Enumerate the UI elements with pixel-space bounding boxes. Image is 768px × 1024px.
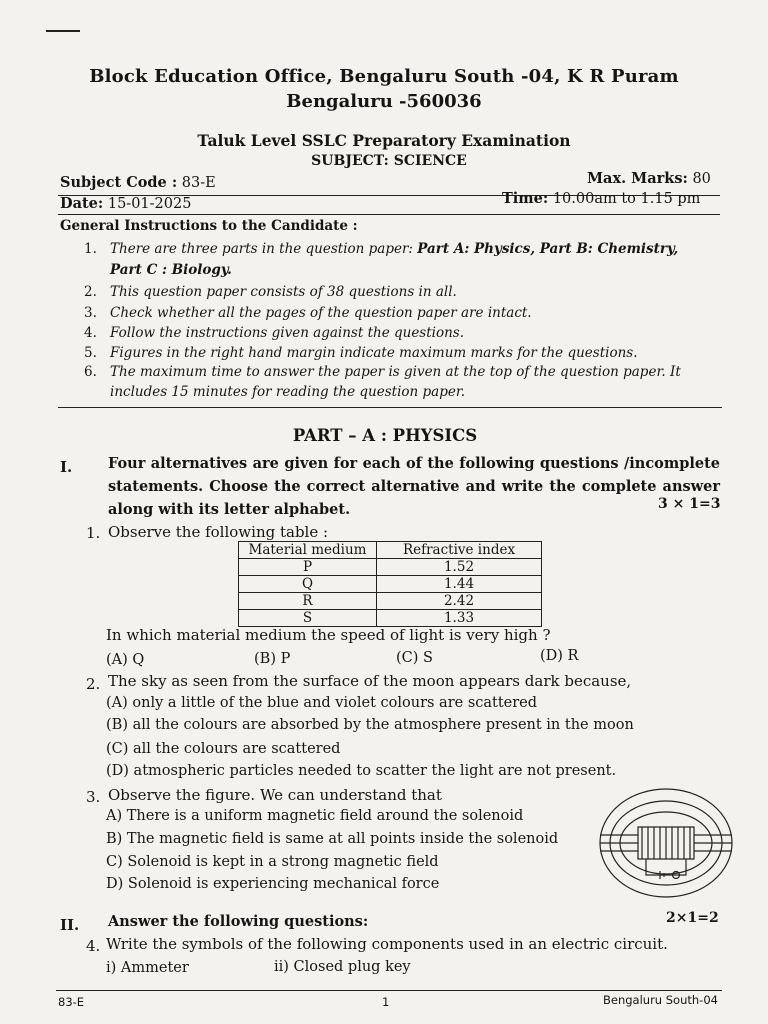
q3-option-b: B) The magnetic field is same at all points inside the solenoid [106, 831, 559, 847]
section-1-number: I. [60, 458, 73, 476]
q3-option-a: A) There is a uniform magnetic field around the solenoid [106, 808, 524, 824]
instruction-num: 1. [84, 241, 97, 257]
subject-code [60, 174, 216, 191]
instruction-bold-cont: Part C : Biology. [110, 262, 232, 278]
q2-option-a: (A) only a little of the blue and violet colours are scattered [106, 695, 538, 711]
subject-code-value: 83-E [181, 175, 216, 191]
footer-office: Bengaluru South-04 [603, 993, 718, 1007]
question-1-text: Observe the following table : [108, 523, 329, 541]
instruction-num: 6. [84, 364, 97, 380]
max-marks [587, 170, 711, 187]
table-cell: 1.52 [377, 559, 542, 576]
q3-option-d: D) Solenoid is experiencing mechanical force [106, 876, 440, 892]
instruction-text: The maximum time to answer the paper is given at the top of the question paper. It [110, 364, 681, 380]
section-1-instructions: Four alternatives are given for each of the following questions /incomplete statements. Choose the correct alternative and write the complete answer along with its letter alphabet. [108, 455, 720, 518]
question-2-text: The sky as seen from the surface of the moon appears dark because, [108, 672, 632, 690]
question-3-number: 3. [86, 788, 101, 806]
subject-heading: SUBJECT: SCIENCE [311, 153, 467, 169]
footer-page-number: 1 [382, 995, 390, 1009]
instruction-4 [84, 325, 464, 341]
instructions-title: General Instructions to the Candidate : [60, 218, 358, 234]
instruction-1-cont [110, 262, 232, 278]
instruction-6-cont [110, 384, 465, 400]
exam-title: Taluk Level SSLC Preparatory Examination [197, 131, 571, 150]
question-3-text: Observe the figure. We can understand that [108, 786, 442, 804]
table-cell: R [239, 593, 377, 610]
instructions-divider [58, 407, 722, 408]
instruction-3 [84, 305, 532, 321]
instruction-text: Check whether all the pages of the question paper are intact. [110, 305, 532, 321]
instruction-text: Follow the instructions given against the questions. [110, 325, 465, 341]
option-d: (D) R [540, 648, 579, 664]
max-marks-value: 80 [692, 171, 711, 187]
question-1-number: 1. [86, 524, 101, 542]
q4-part-2: ii) Closed plug key [274, 959, 411, 975]
instruction-num: 5. [84, 345, 97, 361]
table-header: Refractive index [377, 542, 542, 559]
instruction-1 [84, 241, 678, 257]
table-header: Material medium [239, 542, 377, 559]
q2-option-c: (C) all the colours are scattered [106, 741, 341, 757]
instruction-num: 4. [84, 325, 97, 341]
city-heading: Bengaluru -560036 [286, 91, 482, 112]
exam-time [502, 190, 700, 207]
date-value: 15-01-2025 [107, 196, 192, 212]
section-2-marks: 2×1=2 [666, 910, 719, 926]
instruction-2 [84, 284, 457, 300]
question-2-number: 2. [86, 675, 101, 693]
option-b: (B) P [254, 651, 291, 667]
table-row [239, 576, 542, 593]
corner-mark [46, 30, 80, 32]
office-heading: Block Education Office, Bengaluru South -04, K R Puram [89, 66, 679, 87]
solenoid-field-figure [596, 785, 736, 903]
time-value: 10.00am to 1.15 pm [552, 191, 701, 207]
table-cell: Q [239, 576, 377, 593]
footer-divider [56, 990, 722, 991]
instruction-bold: Part A: Physics, Part B: Chemistry, [417, 241, 679, 257]
exam-date [60, 195, 191, 212]
section-1-marks: 3 × 1=3 [658, 496, 721, 512]
instruction-6 [84, 364, 681, 380]
table-cell: 2.42 [377, 593, 542, 610]
question-4-number: 4. [86, 937, 101, 955]
max-marks-label: Max. Marks: [587, 170, 688, 187]
table-cell: S [239, 610, 377, 627]
q2-option-b: (B) all the colours are absorbed by the atmosphere present in the moon [106, 717, 634, 733]
section-2-instructions: Answer the following questions: [108, 913, 369, 930]
instruction-text-cont: includes 15 minutes for reading the question paper. [110, 384, 466, 400]
instruction-text: This question paper consists of 38 questions in all. [110, 284, 457, 300]
meta-divider-2 [58, 214, 720, 215]
option-c: (C) S [396, 650, 433, 666]
instruction-5 [84, 345, 638, 361]
instruction-num: 2. [84, 284, 97, 300]
table-row [239, 559, 542, 576]
subject-code-label: Subject Code : [60, 174, 178, 191]
date-label: Date: [60, 195, 104, 212]
section-2-number: II. [60, 916, 80, 934]
q4-part-1: i) Ammeter [106, 960, 189, 976]
q3-option-c: C) Solenoid is kept in a strong magnetic field [106, 854, 439, 870]
instruction-text: There are three parts in the question paper: [110, 241, 418, 257]
time-label: Time: [502, 190, 549, 207]
instruction-num: 3. [84, 305, 97, 321]
table-cell: 1.44 [377, 576, 542, 593]
footer-subject-code: 83-E [58, 995, 85, 1009]
table-row [239, 610, 542, 627]
part-a-title: PART – A : PHYSICS [292, 426, 478, 445]
q2-option-d: (D) atmospheric particles needed to scatter the light are not present. [106, 763, 617, 779]
refractive-index-table [238, 541, 542, 627]
question-1-prompt: In which material medium the speed of light is very high ? [106, 626, 551, 644]
option-a: (A) Q [106, 652, 145, 668]
table-cell: P [239, 559, 377, 576]
table-row [239, 593, 542, 610]
table-header-row [239, 542, 542, 559]
question-4-text: Write the symbols of the following components used in an electric circuit. [106, 935, 668, 953]
instruction-text: Figures in the right hand margin indicate maximum marks for the questions. [110, 345, 638, 361]
table-cell: 1.33 [377, 610, 542, 627]
